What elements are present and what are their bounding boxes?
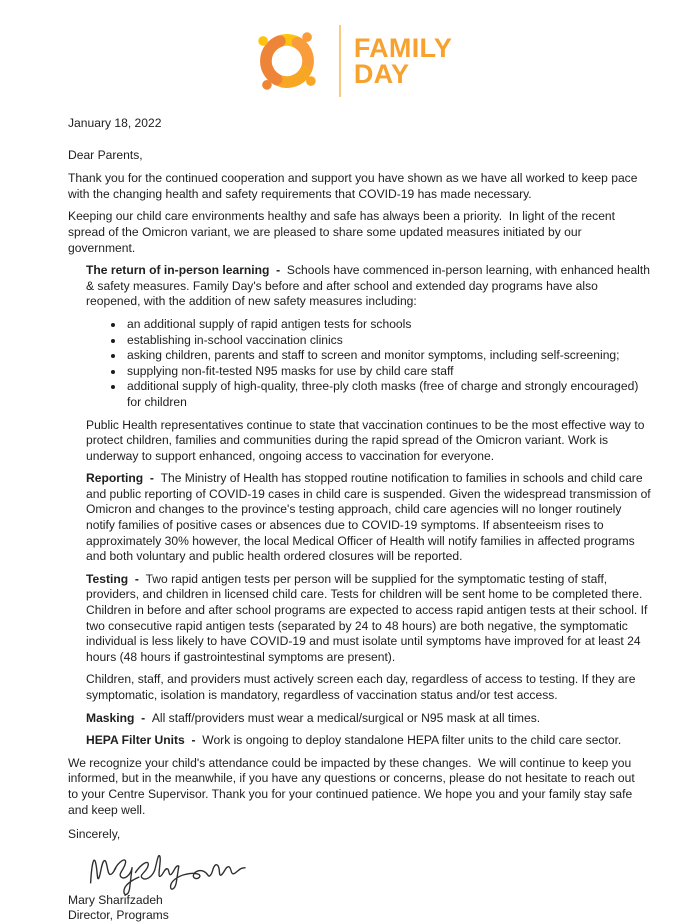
letter-section-paragraph: Masking - All staff/providers must wear a medical/surgical or N95 mask at all times.	[86, 710, 541, 725]
bullet-list	[86, 317, 643, 411]
section-heading: Testing -	[86, 571, 146, 586]
letter-date: January 18, 2022	[68, 116, 162, 130]
letter-paragraph: We recognize your child's attendance could be impacted by these changes. We will continue to keep you informed, but in the meanwhile, if you have any questions or concerns, please do not hesitate to reach out to your Centre Supervisor. Thank you for your continued patience. We hope you and your family stay safe and keep well.	[68, 755, 639, 817]
letter-paragraph: Thank you for the continued cooperation and support you have shown as we have all worked to keep pace with the changing health and safety requirements that COVID-19 has made necessary.	[68, 171, 641, 201]
letter-paragraph: Keeping our child care environments healthy and safe has always been a priority. In light of the recent spread of the Omicron variant, we are pleased to share some updated measures initiated by our government.	[68, 209, 619, 255]
bullet-item: • additional supply of high-quality, three-ply cloth masks (free of charge and strongly encouraged) for children	[125, 379, 643, 410]
letter-paragraph: Children, staff, and providers must actively screen each day, regardless of access to testing. If they are symptomatic, isolation is mandatory, regardless of vaccination status and/or test access.	[86, 672, 639, 702]
brand-line-2: DAY	[353, 59, 410, 89]
signatory-title: Director, Programs	[68, 908, 169, 923]
letter-section-paragraph: HEPA Filter Units - Work is ongoing to deploy standalone HEPA filter units to the child care sector.	[86, 733, 622, 748]
letter-closing: Sincerely,	[68, 827, 121, 842]
bullet-item: • asking children, parents and staff to screen and monitor symptoms, including self-screening;	[125, 348, 643, 364]
section-heading: Reporting -	[86, 471, 161, 486]
letter-body	[0, 100, 700, 924]
bullet-item: • supplying non-fit-tested N95 masks for use by child care staff	[125, 364, 643, 380]
letter-paragraph: Public Health representatives continue to state that vaccination continues to be the most effective way to protect children, families and communities during the rapid spread of the Omicron variant. Work is underway to support enhanced, ongoing access to vaccination for everyone.	[86, 417, 648, 463]
logo-divider	[339, 25, 341, 97]
signature-image	[70, 843, 270, 893]
section-heading: HEPA Filter Units -	[86, 733, 203, 748]
signatory-name: Mary Sharifzadeh	[68, 892, 163, 907]
letterhead	[0, 0, 700, 100]
letter-section-paragraph: Reporting - The Ministry of Health has stopped routine notification to families in schools and child care and public reporting of COVID-19 cases in child care is suspended. Given the widespread transmission of Omicron and changes to the province's testing approach, child care agencies will no longer routinely notify families of positive cases or absences due to COVID-19 symptoms. If absenteeism rises to approximately 30% however, the local Medical Officer of Health will notify families in affected programs and both voluntary and public health ordered closures will be reported.	[86, 471, 655, 564]
letter-section-paragraph: Testing - Two rapid antigen tests per person will be supplied for the symptomatic testing of staff, providers, and children in licensed child care. Tests for children will be sent home to be completed there. Children in before and after school programs are expected to access rapid antigen tests at their school. If two consecutive rapid antigen tests (separated by 24 to 48 hours) are both negative, the symptomatic individual is less likely to have COVID-19 and must isolate until symptoms have improved for at least 24 hours (48 hours if gastrointestinal symptoms are present).	[86, 571, 651, 664]
bullet-item: • establishing in-school vaccination clinics	[125, 333, 643, 349]
brand-line-1: FAMILY	[353, 33, 453, 63]
letter-flow	[68, 171, 655, 818]
section-heading: Masking -	[86, 710, 152, 725]
bullet-item: • an additional supply of rapid antigen tests for schools	[125, 317, 643, 333]
signatory-block	[68, 893, 643, 924]
section-heading: The return of in-person learning -	[86, 263, 287, 278]
family-day-logo-icon	[248, 22, 326, 100]
letter-salutation: Dear Parents,	[68, 147, 143, 162]
brand-wordmark	[354, 35, 452, 87]
letter-section-paragraph: The return of in-person learning - Schools have commenced in-person learning, with enhanced health & safety measures. Family Day's before and after school and extended day programs have also reopened, with the addition of new safety measures including:	[86, 263, 654, 309]
